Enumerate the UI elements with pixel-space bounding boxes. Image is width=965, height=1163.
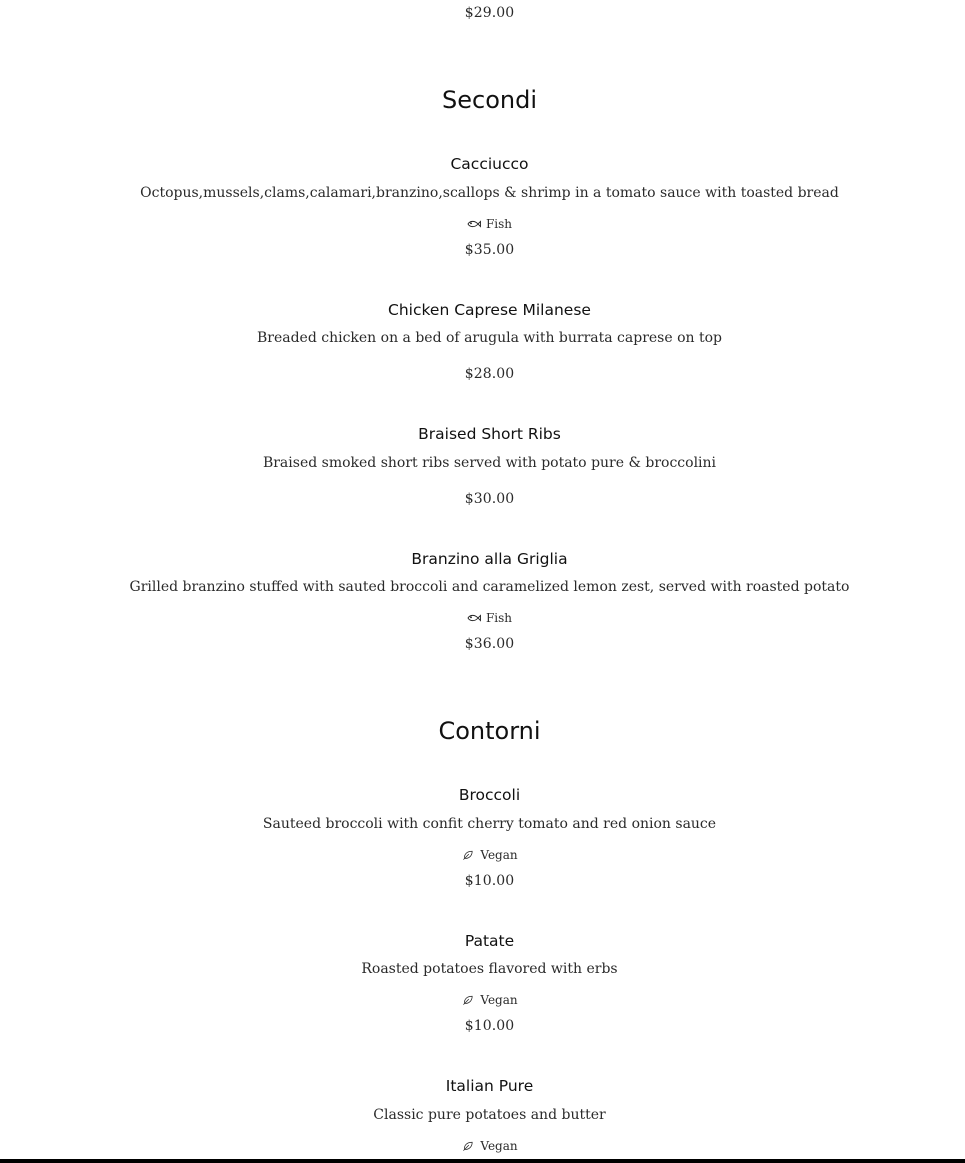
item-name: Italian Pure — [445, 1077, 534, 1095]
item-tag — [0, 993, 965, 1007]
item-name: Braised Short Ribs — [418, 425, 561, 443]
item-price: $28.00 — [464, 366, 515, 382]
item-price: $36.00 — [464, 636, 515, 652]
section-title: Secondi — [442, 86, 537, 114]
leaf-icon — [461, 1141, 475, 1151]
item-name: Broccoli — [458, 786, 521, 804]
item-price: $35.00 — [464, 242, 515, 258]
item-tag — [0, 611, 965, 625]
section-title: Contorni — [438, 717, 541, 745]
item-name: Branzino alla Griglia — [411, 550, 568, 568]
tag-label: Vegan — [480, 848, 518, 862]
item-description: Breaded chicken on a bed of arugula with burrata caprese on top — [256, 330, 723, 346]
tag-label: Vegan — [480, 1139, 518, 1153]
fish-icon — [467, 613, 481, 623]
tag-label: Fish — [485, 217, 513, 231]
item-description: Roasted potatoes flavored with erbs — [361, 961, 618, 977]
fish-icon — [467, 219, 481, 229]
item-description: Classic pure potatoes and butter — [373, 1107, 606, 1123]
tag-label: Vegan — [480, 993, 518, 1007]
item-tag — [0, 217, 965, 231]
item-name: Cacciucco — [450, 155, 529, 173]
item-name: Patate — [464, 932, 515, 950]
leaf-icon — [461, 995, 475, 1005]
item-description: Grilled branzino stuffed with sauted broccoli and caramelized lemon zest, served with roasted potato — [129, 579, 850, 595]
item-price: $30.00 — [464, 491, 515, 507]
item-price: $29.00 — [464, 5, 515, 21]
item-price: $10.00 — [464, 1018, 515, 1034]
item-description: Sauteed broccoli with confit cherry tomato and red onion sauce — [262, 816, 717, 832]
item-description: Octopus,mussels,clams,calamari,branzino,scallops & shrimp in a tomato sauce with toasted bread — [140, 185, 839, 201]
item-tag — [0, 1139, 965, 1153]
tag-label: Fish — [485, 611, 513, 625]
leaf-icon — [461, 850, 475, 860]
bottom-divider — [0, 1159, 965, 1163]
item-tag — [0, 848, 965, 862]
item-name: Chicken Caprese Milanese — [388, 301, 591, 319]
item-description: Braised smoked short ribs served with potato pure & broccolini — [262, 455, 717, 471]
item-price: $10.00 — [464, 873, 515, 889]
